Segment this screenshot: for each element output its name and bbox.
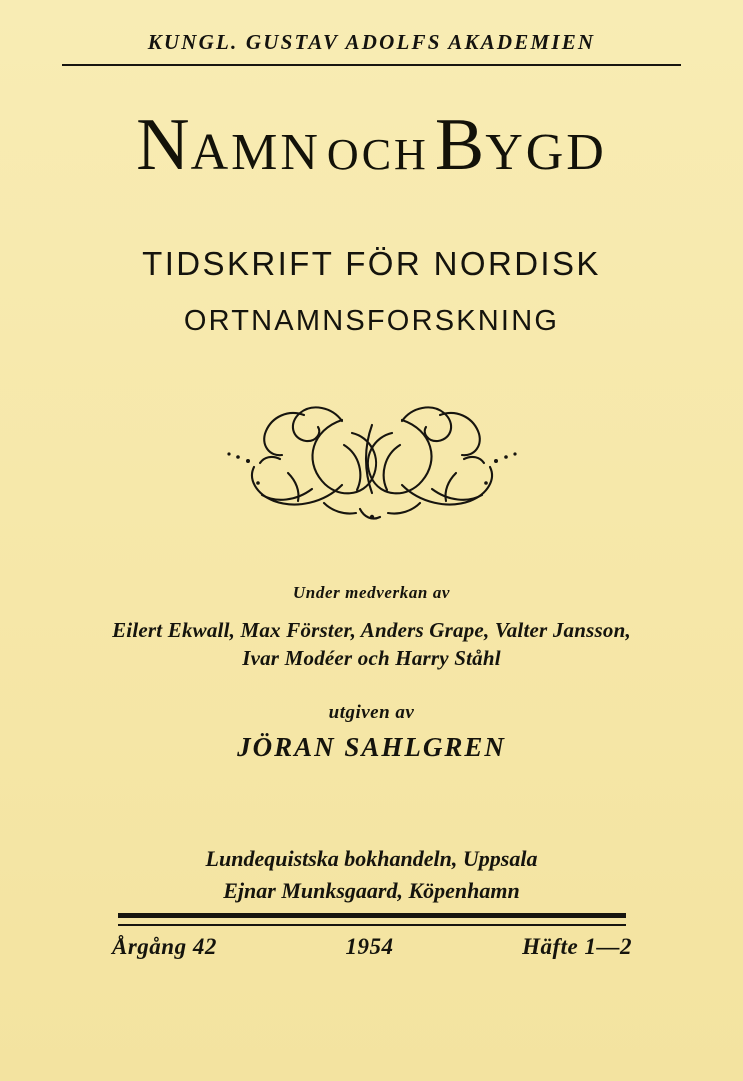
title-word-namn	[136, 104, 321, 186]
publisher-line-2: Ejnar Munksgaard, Köpenhamn	[223, 877, 520, 903]
footer-divider-thin	[118, 924, 626, 926]
floral-flourish-ornament-icon	[192, 385, 552, 535]
credits-under-label: Under medverkan av	[292, 583, 451, 602]
header-divider-rule	[62, 64, 681, 66]
footer-volume: Årgång 42	[112, 934, 217, 959]
credits-block	[0, 583, 743, 763]
title-initial-b: B	[434, 104, 486, 186]
footer-year: 1954	[345, 934, 394, 959]
publishers-block	[0, 843, 743, 907]
credits-names-line-2: Ivar Modéer och Harry Ståhl	[242, 645, 501, 670]
credits-names-line-1: Eilert Ekwall, Max Förster, Anders Grape, Valter Jansson,	[112, 618, 631, 642]
footer-meta	[112, 934, 632, 960]
footer-issue: Häfte 1—2	[522, 934, 632, 959]
subtitle-line-2: ORTNAMNSFORSKNING	[183, 305, 560, 337]
title-initial-n: N	[136, 104, 191, 186]
footer-divider-thick	[118, 913, 626, 918]
credits-published-label: utgiven av	[328, 702, 415, 724]
title-namn-rest: AMN	[190, 124, 321, 181]
page-title	[0, 104, 743, 186]
academy-header	[62, 30, 681, 66]
title-word-bygd	[435, 104, 607, 186]
title-word-och: OCH	[326, 130, 429, 179]
academy-name: KUNGL. GUSTAV ADOLFS AKADEMIEN	[147, 30, 596, 54]
publisher-line-1: Lundequistska bokhandeln, Uppsala	[205, 846, 538, 871]
subtitle-line-1: TIDSKRIFT FÖR NORDISK	[142, 245, 601, 282]
credits-names	[0, 617, 743, 672]
credits-editor-name: JÖRAN SAHLGREN	[237, 732, 506, 763]
title-bygd-rest: YGD	[485, 124, 607, 181]
